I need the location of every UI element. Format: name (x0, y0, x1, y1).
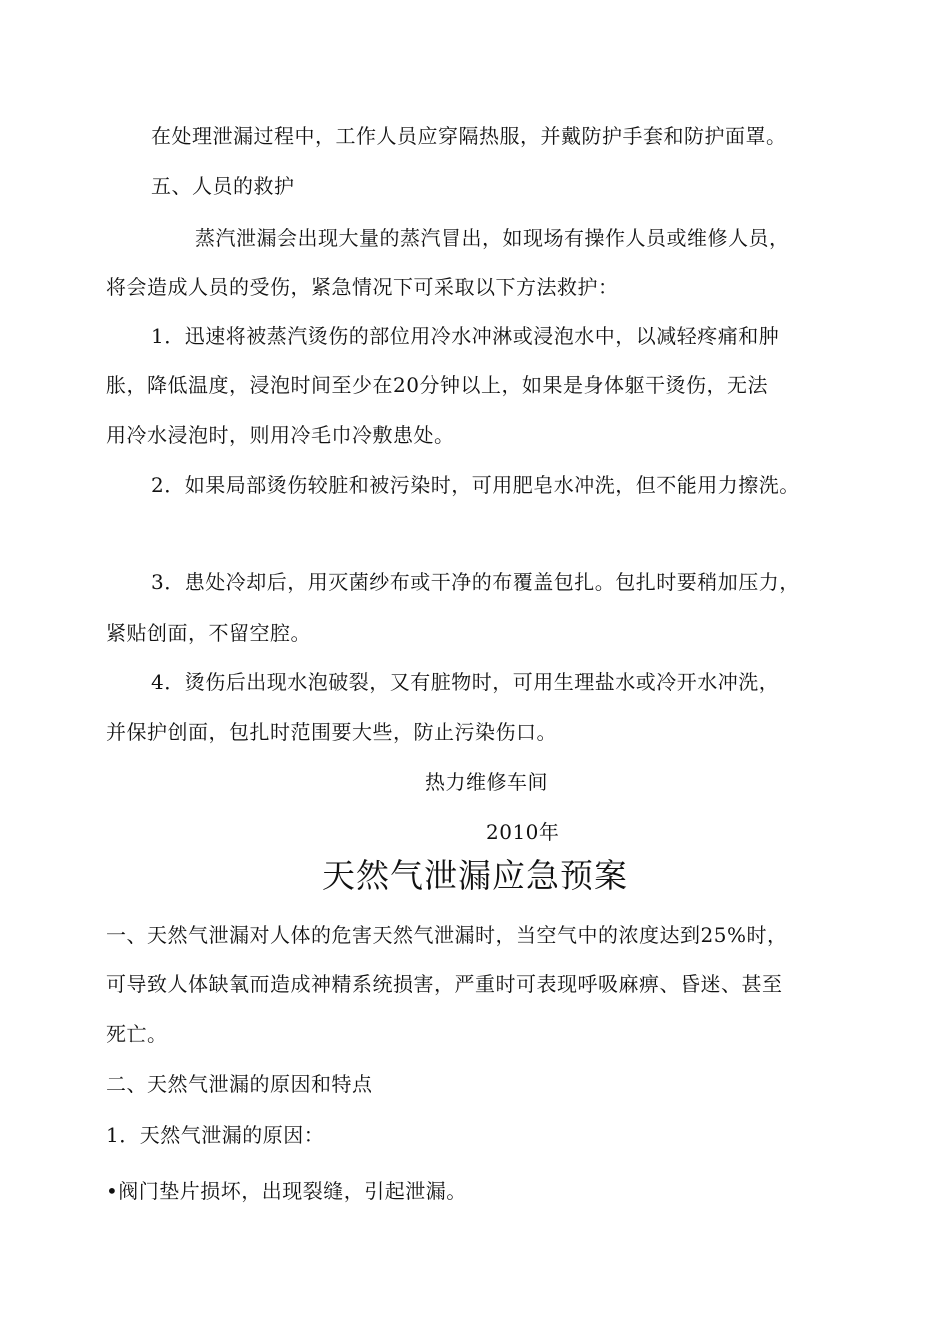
list-item-3-line2: 紧贴创面，不留空腔。 (106, 621, 311, 645)
signature-department: 热力维修车间 (425, 770, 548, 794)
paragraph-protective-gear: 在处理泄漏过程中，工作人员应穿隔热服，并戴防护手套和防护面罩。 (151, 124, 787, 148)
list-item-4-line1: 4．烫伤后出现水泡破裂，又有脏物时，可用生理盐水或冷开水冲洗， (151, 670, 780, 694)
paragraph-intro-line1: 蒸汽泄漏会出现大量的蒸汽冒出，如现场有操作人员或维修人员， (195, 226, 790, 250)
heading-causes: 二、天然气泄漏的原因和特点 (106, 1072, 373, 1096)
paragraph-hazard-line1: 一、天然气泄漏对人体的危害天然气泄漏时，当空气中的浓度达到25%时， (106, 923, 788, 947)
paragraph-hazard-line2: 可导致人体缺氧而造成神精系统损害，严重时可表现呼吸麻痹、昏迷、甚至 (106, 972, 783, 996)
list-item-4-line2: 并保护创面，包扎时范围要大些，防止污染伤口。 (106, 720, 557, 744)
bullet-item-valve: •阀门垫片损坏，出现裂缝，引起泄漏。 (106, 1179, 467, 1203)
paragraph-intro-line2: 将会造成人员的受伤，紧急情况下可采取以下方法救护： (106, 275, 619, 299)
list-item-3-line1: 3．患处冷却后，用灭菌纱布或干净的布覆盖包扎。包扎时要稍加压力， (151, 570, 800, 594)
heading-rescue: 五、人员的救护 (151, 174, 295, 198)
subheading-causes: 1．天然气泄漏的原因： (106, 1123, 325, 1147)
document-title: 天然气泄漏应急预案 (322, 856, 628, 895)
list-item-1-line1: 1．迅速将被蒸汽烫伤的部位用冷水冲淋或浸泡水中，以减轻疼痛和肿 (151, 324, 780, 348)
list-item-1-line3: 用冷水浸泡时，则用冷毛巾冷敷患处。 (106, 423, 455, 447)
paragraph-hazard-line3: 死亡。 (106, 1022, 168, 1046)
list-item-2: 2．如果局部烫伤较脏和被污染时，可用肥皂水冲洗，但不能用力擦洗。 (151, 473, 800, 497)
list-item-1-line2: 胀，降低温度，浸泡时间至少在20分钟以上，如果是身体躯干烫伤，无法 (106, 373, 768, 397)
signature-year: 2010年 (486, 820, 560, 844)
